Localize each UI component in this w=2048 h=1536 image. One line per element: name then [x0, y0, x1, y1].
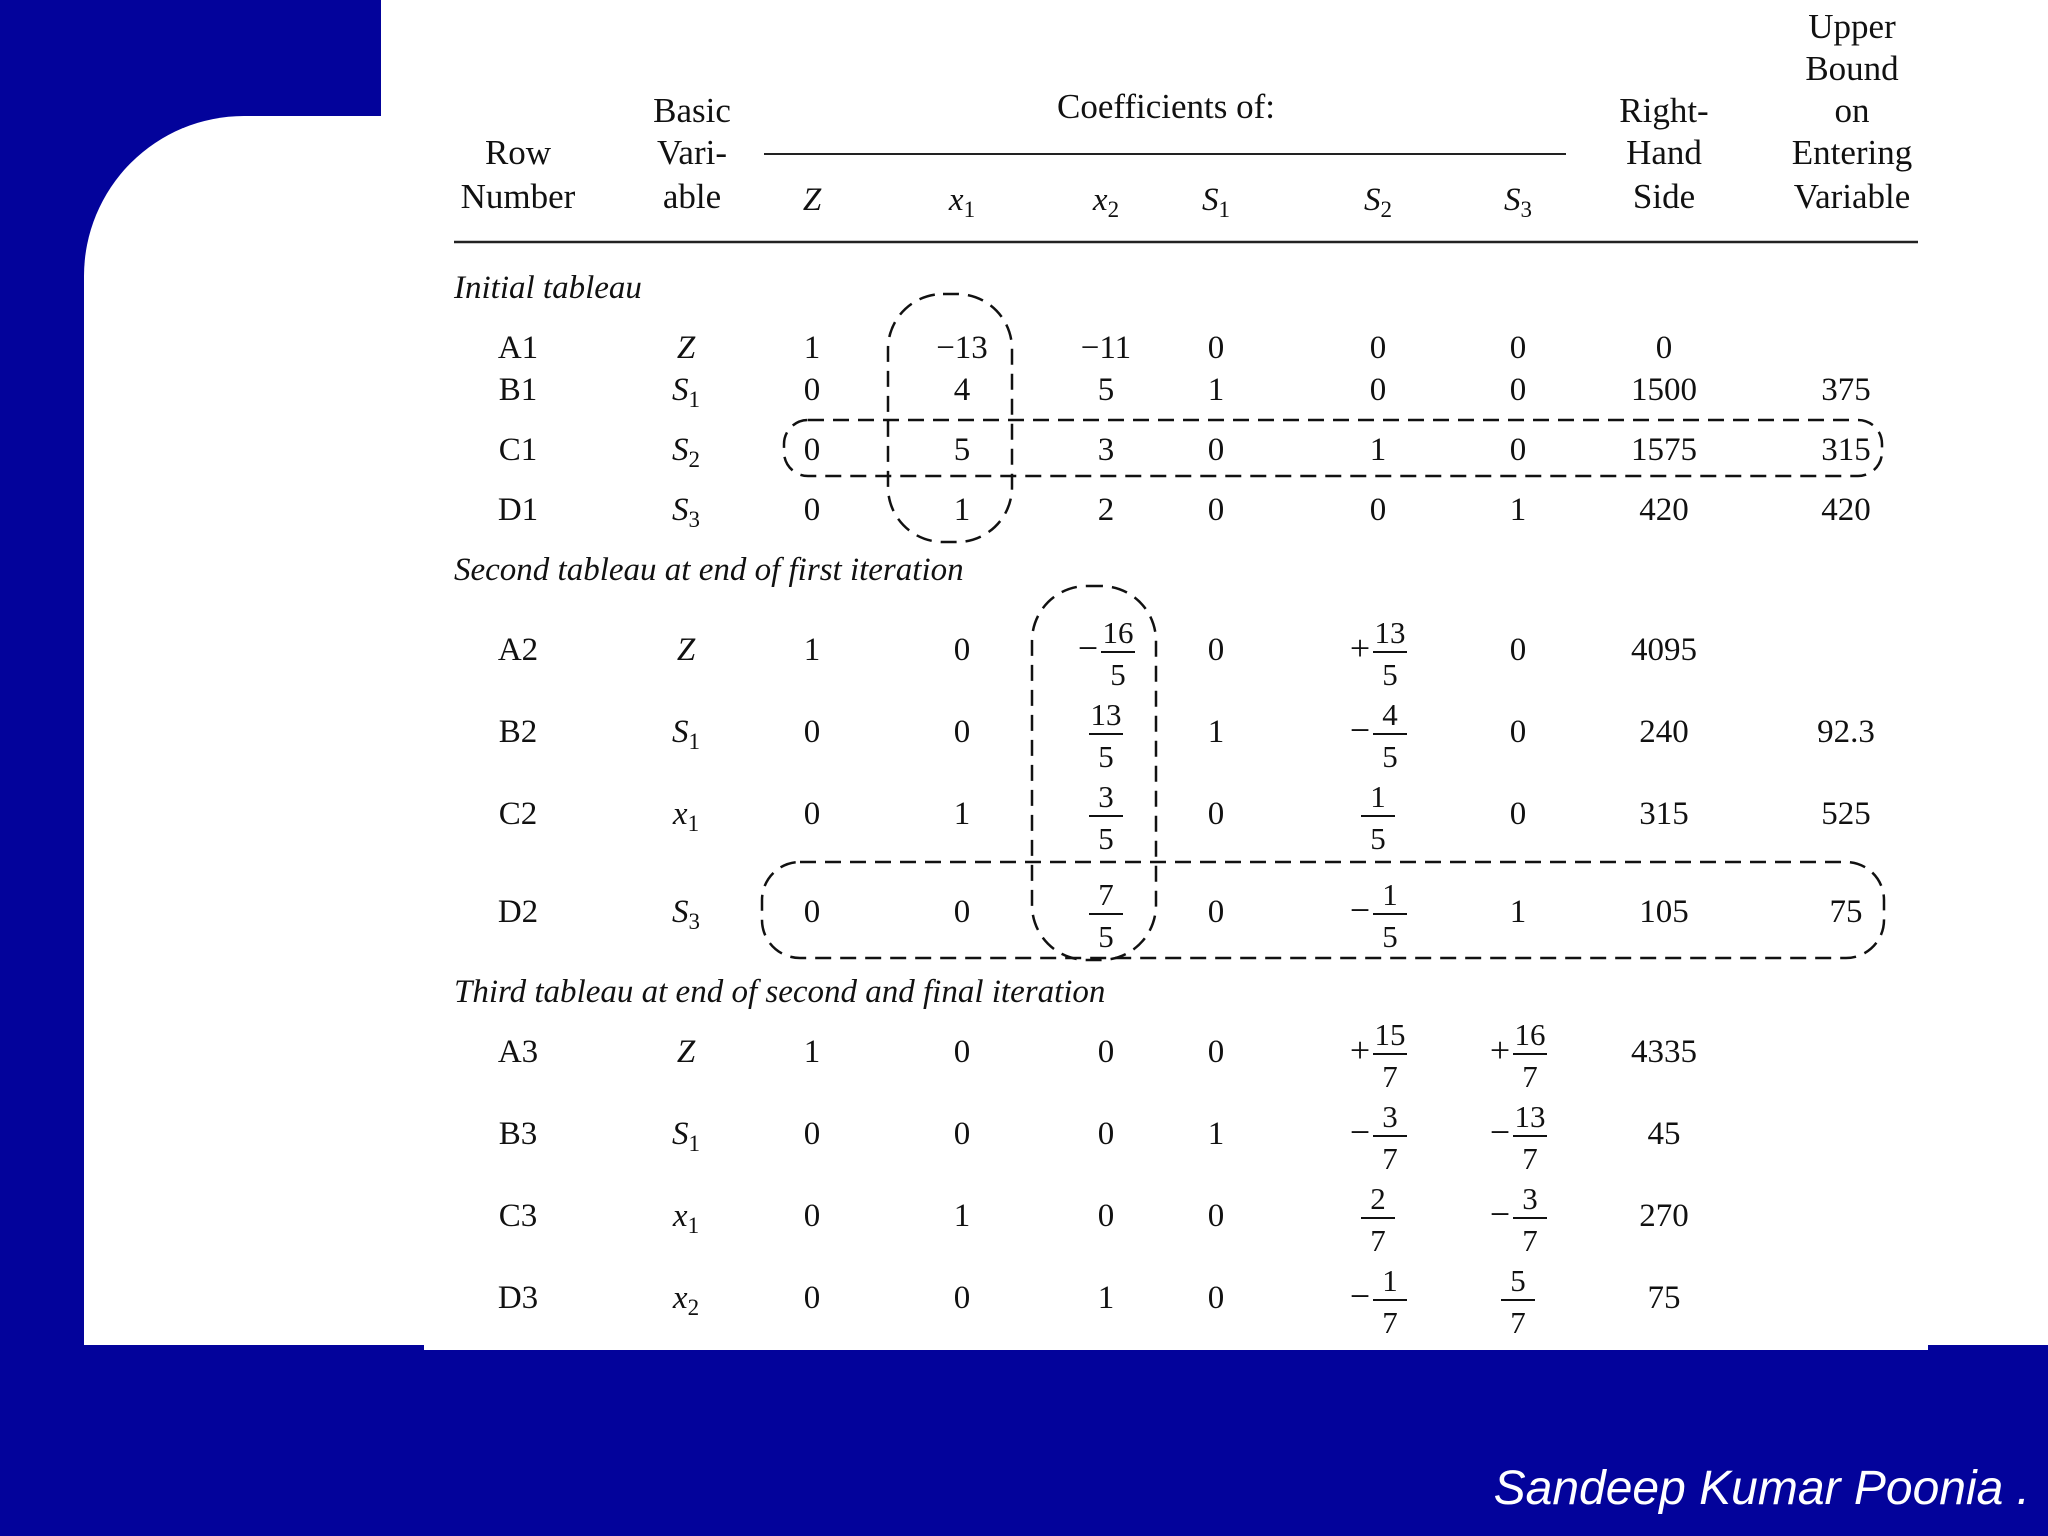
basic-variable: Z [676, 632, 696, 668]
fraction-numerator: 3 [1382, 1099, 1398, 1134]
basic-variable: $S_1$ [672, 714, 700, 754]
tableau-cell: 0 [1207, 632, 1225, 668]
row-label: D3 [497, 1280, 539, 1316]
fraction-denominator: 5 [1382, 657, 1398, 692]
fraction-denominator: 5 [1098, 739, 1114, 774]
tableau-cell: 1 [1509, 894, 1527, 930]
tableau-cell: 0 [953, 1116, 971, 1152]
section-title: Second tableau at end of first iteration [454, 552, 964, 588]
fraction-numerator: 7 [1098, 877, 1114, 912]
pivot-row-outline-2 [762, 862, 1884, 958]
tableau-cell: 0 [803, 714, 821, 750]
upper-bound-value: 75 [1829, 894, 1863, 930]
subscript: 1 [688, 1131, 700, 1156]
tableau-cell: 0 [1509, 796, 1527, 832]
tableau-cell: 1 [1369, 432, 1387, 468]
fraction-denominator: 5 [1098, 821, 1114, 856]
fraction-sign: + [1349, 1030, 1371, 1070]
tableau-cell: 3 [1097, 432, 1115, 468]
tableau-cell: 0 [1097, 1116, 1115, 1152]
row-label: B2 [498, 714, 538, 750]
basic-variable: Z [676, 1034, 696, 1070]
fraction-sign: − [1077, 628, 1099, 668]
fraction-denominator: 7 [1382, 1059, 1398, 1094]
basic-variable: $x_1$ [672, 1198, 700, 1238]
header-basic-variable: Vari- [657, 133, 727, 172]
tableau-cell: 0 [1207, 330, 1225, 366]
tableau-cell: 0 [803, 894, 821, 930]
fraction-numerator: 4 [1382, 697, 1398, 732]
header-coef-2: $x_2$ [1092, 182, 1120, 222]
rhs-value: 240 [1639, 714, 1689, 750]
fraction-denominator: 7 [1510, 1305, 1526, 1340]
fraction-denominator: 5 [1110, 657, 1126, 692]
fraction-sign: − [1349, 1276, 1371, 1316]
subscript: 3 [1520, 197, 1532, 222]
tableau-cell: 0 [1369, 492, 1387, 528]
rhs-value: 45 [1647, 1116, 1681, 1152]
rhs-value: 105 [1639, 894, 1689, 930]
header-basic-variable: able [662, 177, 722, 216]
basic-variable: $S_3$ [672, 492, 700, 532]
tableau-cell: 0 [1207, 796, 1225, 832]
subscript: 1 [688, 729, 700, 754]
fraction-sign: − [1349, 710, 1371, 750]
tableau-cell: 1 [1207, 714, 1225, 750]
fraction-numerator: 15 [1374, 1017, 1406, 1052]
upper-bound-value: 92.3 [1817, 714, 1875, 750]
header-rhs: Side [1632, 177, 1696, 216]
tableau-cell: 0 [1207, 1198, 1225, 1234]
header-row-number: Row [484, 133, 552, 172]
header-coef-3: $S_1$ [1202, 182, 1230, 222]
tableau-cell: 0 [1207, 1280, 1225, 1316]
fraction-numerator: 1 [1370, 779, 1386, 814]
tableau-cell: 5 [1097, 372, 1115, 408]
tableau-cell: 0 [1509, 632, 1527, 668]
tableau-cell: 0 [1207, 492, 1225, 528]
tableau-cell: 0 [1509, 372, 1527, 408]
fraction-denominator: 7 [1382, 1305, 1398, 1340]
tableau-cell: 4 [953, 372, 971, 408]
tableau-cell: 0 [803, 492, 821, 528]
basic-variable: Z [676, 330, 696, 366]
section-title: Third tableau at end of second and final iteration [454, 974, 1106, 1010]
tableau-cell: 1 [953, 796, 971, 832]
basic-variable: $x_1$ [672, 796, 700, 836]
tableau-cell: 0 [803, 796, 821, 832]
tableau-cell: 0 [953, 632, 971, 668]
fraction-numerator: 5 [1510, 1263, 1526, 1298]
tableau-cell: 0 [803, 1280, 821, 1316]
subscript: 1 [1218, 197, 1230, 222]
header-upper-bound: Variable [1793, 177, 1911, 216]
row-label: C3 [498, 1198, 538, 1234]
tableau-cell: −13 [936, 330, 988, 366]
row-label: A2 [497, 632, 539, 668]
section-title: Initial tableau [454, 270, 642, 306]
row-label: D2 [497, 894, 539, 930]
fraction-sign: − [1349, 1112, 1371, 1152]
tableau-cell: 0 [953, 1034, 971, 1070]
fraction-denominator: 7 [1522, 1059, 1538, 1094]
fraction-sign: − [1489, 1194, 1511, 1234]
rhs-value: 315 [1639, 796, 1689, 832]
rhs-value: 270 [1639, 1198, 1689, 1234]
tableau-cell: 0 [1097, 1198, 1115, 1234]
tableau-cell: 0 [803, 372, 821, 408]
fraction-numerator: 16 [1102, 615, 1134, 650]
fraction-denominator: 7 [1370, 1223, 1386, 1258]
fraction-denominator: 5 [1382, 919, 1398, 954]
fraction-denominator: 5 [1382, 739, 1398, 774]
subscript: 2 [1107, 197, 1120, 222]
fraction-numerator: 3 [1522, 1181, 1538, 1216]
tableau-cell: 1 [1509, 492, 1527, 528]
subscript: 1 [963, 197, 976, 222]
header-upper-bound: Bound [1805, 49, 1899, 88]
fraction-denominator: 7 [1522, 1141, 1538, 1176]
author-credit: Sandeep Kumar Poonia . [1493, 1462, 2030, 1515]
pivot-row-outline-1 [784, 420, 1882, 476]
tableau-cell: 1 [803, 330, 821, 366]
row-label: B1 [498, 372, 538, 408]
tableau-cell: 0 [803, 1198, 821, 1234]
tableau-cell: 0 [1509, 330, 1527, 366]
tableau-cell: 0 [1369, 330, 1387, 366]
rhs-value: 420 [1639, 492, 1689, 528]
fraction-numerator: 13 [1090, 697, 1122, 732]
tableau-cell: 1 [803, 632, 821, 668]
fraction-numerator: 16 [1514, 1017, 1546, 1052]
tableau-cell: −11 [1080, 330, 1132, 366]
subscript: 1 [687, 811, 700, 836]
fraction-numerator: 1 [1382, 1263, 1398, 1298]
header-row-number: Number [460, 177, 576, 216]
tableau-cell: 1 [953, 1198, 971, 1234]
fraction-numerator: 3 [1098, 779, 1114, 814]
upper-bound-value: 420 [1821, 492, 1871, 528]
row-label: B3 [498, 1116, 538, 1152]
basic-variable: $S_1$ [672, 372, 700, 412]
subscript: 1 [688, 387, 700, 412]
tableau-cell: 0 [1509, 432, 1527, 468]
tableau-cell: 0 [803, 1116, 821, 1152]
upper-bound-value: 525 [1821, 796, 1871, 832]
rhs-value: 75 [1647, 1280, 1681, 1316]
fraction-sign: + [1349, 628, 1371, 668]
rhs-value: 4335 [1631, 1034, 1697, 1070]
basic-variable: $x_2$ [672, 1280, 700, 1320]
tableau-cell: 0 [1097, 1034, 1115, 1070]
tableau-cell: 0 [1207, 432, 1225, 468]
subscript: 2 [687, 1295, 700, 1320]
basic-variable: $S_3$ [672, 894, 700, 934]
header-rhs: Hand [1626, 133, 1702, 172]
fraction-denominator: 7 [1522, 1223, 1538, 1258]
rhs-value: 4095 [1631, 632, 1697, 668]
subscript: 2 [688, 447, 700, 472]
subscript: 1 [687, 1213, 700, 1238]
tableau-cell: 0 [1207, 1034, 1225, 1070]
tableau-cell: 1 [1207, 1116, 1225, 1152]
tableau-cell: 1 [1207, 372, 1225, 408]
fraction-denominator: 7 [1382, 1141, 1398, 1176]
row-label: C1 [498, 432, 538, 468]
header-upper-bound: on [1834, 91, 1870, 130]
fraction-numerator: 13 [1374, 615, 1406, 650]
tableau-cell: 0 [953, 1280, 971, 1316]
tableau-cell: 1 [1097, 1280, 1115, 1316]
tableau-cell: 0 [953, 894, 971, 930]
row-label: C2 [498, 796, 538, 832]
tableau-cell: 1 [953, 492, 971, 528]
tableau-cell: 0 [953, 714, 971, 750]
header-rhs: Right- [1619, 91, 1709, 130]
fraction-numerator: 13 [1514, 1099, 1546, 1134]
header-basic-variable: Basic [653, 91, 731, 130]
rhs-value: 0 [1655, 330, 1673, 366]
fraction-numerator: 2 [1370, 1181, 1386, 1216]
header-coef-4: $S_2$ [1364, 182, 1392, 222]
upper-bound-value: 315 [1821, 432, 1871, 468]
basic-variable: $S_2$ [672, 432, 700, 472]
fraction-sign: − [1349, 890, 1371, 930]
fraction-sign: − [1489, 1112, 1511, 1152]
subscript: 2 [1380, 197, 1392, 222]
row-label: D1 [497, 492, 539, 528]
header-coefficients-of: Coefficients of: [1056, 87, 1276, 126]
header-coef-5: $S_3$ [1504, 182, 1532, 222]
tableau-cell: 0 [803, 432, 821, 468]
basic-variable: $S_1$ [672, 1116, 700, 1156]
fraction-sign: + [1489, 1030, 1511, 1070]
tableau-cell: 0 [1509, 714, 1527, 750]
rhs-value: 1500 [1631, 372, 1697, 408]
fraction-denominator: 5 [1370, 821, 1386, 856]
rhs-value: 1575 [1631, 432, 1697, 468]
tableau-cell: 5 [953, 432, 971, 468]
header-upper-bound: Entering [1791, 133, 1913, 172]
header-coef-0: Z [802, 182, 822, 218]
fraction-numerator: 1 [1382, 877, 1398, 912]
tableau-cell: 1 [803, 1034, 821, 1070]
fraction-denominator: 5 [1098, 919, 1114, 954]
subscript: 3 [688, 909, 700, 934]
tableau-cell: 0 [1207, 894, 1225, 930]
tableau-cell: 2 [1097, 492, 1115, 528]
header-coef-1: $x_1$ [948, 182, 976, 222]
row-label: A1 [497, 330, 539, 366]
row-label: A3 [497, 1034, 539, 1070]
subscript: 3 [688, 507, 700, 532]
upper-bound-value: 375 [1821, 372, 1871, 408]
header-upper-bound: Upper [1808, 7, 1896, 46]
tableau-cell: 0 [1369, 372, 1387, 408]
